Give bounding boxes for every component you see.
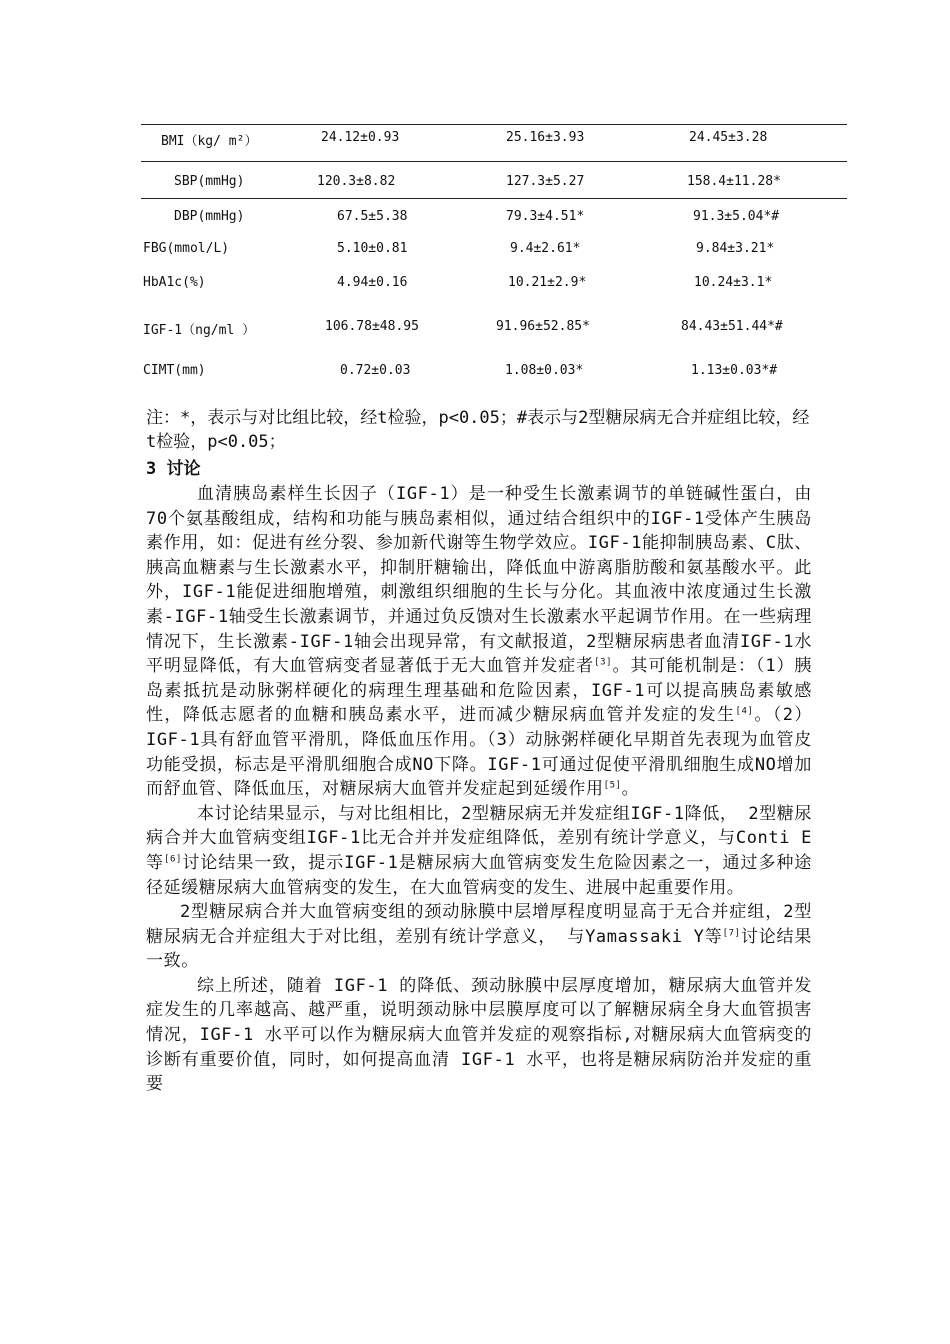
macrovascular-value: 10.24±3.1* <box>694 275 773 290</box>
table-row <box>141 309 847 361</box>
paragraph <box>146 974 812 1097</box>
macrovascular-value: 84.43±51.44*# <box>681 319 783 334</box>
row-label: BMI（kg/ m²） <box>161 134 258 149</box>
paragraph <box>146 802 812 900</box>
data-table <box>141 124 847 397</box>
macrovascular-value: 158.4±11.28* <box>687 174 781 189</box>
paragraph-text: 讨论结果一致，提示IGF-1是糖尿病大血管病变发生危险因素之一，通过多种途径延缓糖尿病大血管病变的发生，在大血管病变的发生、进展中起重要作用。 <box>146 852 812 898</box>
control-value: 120.3±8.82 <box>317 174 396 189</box>
table-row <box>141 233 847 267</box>
row-label: HbA1c(%) <box>143 275 206 290</box>
paragraph-text: 。其可能机制是：（1）胰岛素抵抗是动脉粥样硬化的病理生理基础和危险因素，IGF-1可以提高胰岛素敏感性，降低志愿者的血糖和胰岛素水平，进而减少糖尿病血管并发症的发生 <box>146 656 812 726</box>
table-row <box>141 267 847 309</box>
paragraph-text: 血清胰岛素样生长因子（IGF-1）是一种受生长激素调节的单链碱性蛋白，由70个氨基酸组成，结构和功能与胰岛素相似，通过结合组织中的IGF-1受体产生胰岛素作用，如：促进有丝分裂、参加新代谢等生物学效应。IGF-1能抑制胰岛素、C肽、胰高血糖素与生长激素水平，抑制肝糖输出，降低血中游离脂肪酸和氨基酸水平。此外，IGF-1能促进细胞增殖，刺激组织细胞的生长与分化。其血液中浓度通过生长激素-IGF-1轴受生长激素调节，并通过负反馈对生长激素水平起调节作用。在一些病理情况下，生长激素-IGF-1轴会出现异常，有文献报道，2型糖尿病患者血清IGF-1水平明显降低，有大血管病变者显著低于无大血管并发症者 <box>146 484 812 677</box>
table-row <box>141 125 847 161</box>
paragraph-text: 综上所述，随着 IGF-1 的降低、颈动脉膜中层厚度增加，糖尿病大血管并发症发生的几率越高、越严重，说明颈动脉中层膜厚度可以了解糖尿病全身大血管损害情况，IGF-1 水平可以作为糖尿病大血管并发症的观察指标,对糖尿病大血管病变的诊断有重要价值，同时，如何提高血清 IGF-1 水平，也将是糖尿病防治并发症的重要 <box>146 975 812 1095</box>
row-label: FBG(mmol/L) <box>143 241 230 256</box>
paragraph-text: 。（2）IGF-1具有舒血管平滑肌，降低血压作用。（3）动脉粥样硬化早期首先表现为血管皮功能受损，标志是平滑肌细胞合成NO下降。IGF-1可通过促使平滑肌细胞生成NO增加而舒血管、降低血压，对糖尿病大血管并发症起到延缓作用 <box>146 705 813 800</box>
paragraph-text: 讨论结果一致。 <box>146 926 812 972</box>
no-complication-value: 79.3±4.51* <box>506 209 585 224</box>
macrovascular-value: 9.84±3.21* <box>696 241 775 256</box>
control-value: 24.12±0.93 <box>321 130 400 145</box>
citation: [5] <box>603 780 622 791</box>
table-row <box>141 361 847 397</box>
discussion-body <box>146 482 812 1097</box>
macrovascular-value: 91.3±5.04*# <box>693 209 780 224</box>
citation: [4] <box>735 706 754 717</box>
macrovascular-value: 24.45±3.28 <box>689 130 768 145</box>
no-complication-value: 9.4±2.61* <box>510 241 581 256</box>
control-value: 67.5±5.38 <box>337 209 408 224</box>
control-value: 4.94±0.16 <box>337 275 408 290</box>
row-label: IGF-1（ng/ml ） <box>143 323 256 338</box>
control-value: 0.72±0.03 <box>340 363 411 378</box>
no-complication-value: 10.21±2.9* <box>508 275 587 290</box>
paragraph-text: 本讨论结果显示，与对比组相比，2型糖尿病无并发症组IGF-1降低， 2型糖尿病合并大血管病变组IGF-1比无合并并发症组降低，差别有统计学意义，与Conti E等 <box>146 803 812 873</box>
table-row <box>141 199 847 233</box>
no-complication-value: 25.16±3.93 <box>506 130 585 145</box>
citation: [6] <box>163 854 183 865</box>
control-value: 106.78±48.95 <box>325 319 419 334</box>
paragraph-text: 。 <box>621 779 640 800</box>
paragraph <box>146 482 812 802</box>
paragraph <box>146 900 812 974</box>
table-row <box>141 162 847 198</box>
table-footnote: 注：*，表示与对比组比较，经t检验，p<0.05；#表示与2型糖尿病无合并症组比较，经t检验，p<0.05； <box>146 408 810 452</box>
no-complication-value: 1.08±0.03* <box>505 363 584 378</box>
no-complication-value: 91.96±52.85* <box>496 319 590 334</box>
no-complication-value: 127.3±5.27 <box>506 174 585 189</box>
row-label: SBP(mmHg) <box>174 174 245 189</box>
paragraph-text: 2型糖尿病合并大血管病变组的颈动脉膜中层增厚程度明显高于无合并症组，2型糖尿病无合并症组大于对比组，差别有统计学意义， 与Yamassaki Y等 <box>146 902 812 947</box>
citation: [3] <box>594 657 613 668</box>
citation: [7] <box>722 928 741 939</box>
row-label: DBP(mmHg) <box>174 209 245 224</box>
macrovascular-value: 1.13±0.03*# <box>691 363 778 378</box>
row-label: CIMT(mm) <box>143 363 206 378</box>
section-heading: 3 讨论 <box>146 459 201 479</box>
control-value: 5.10±0.81 <box>337 241 408 256</box>
